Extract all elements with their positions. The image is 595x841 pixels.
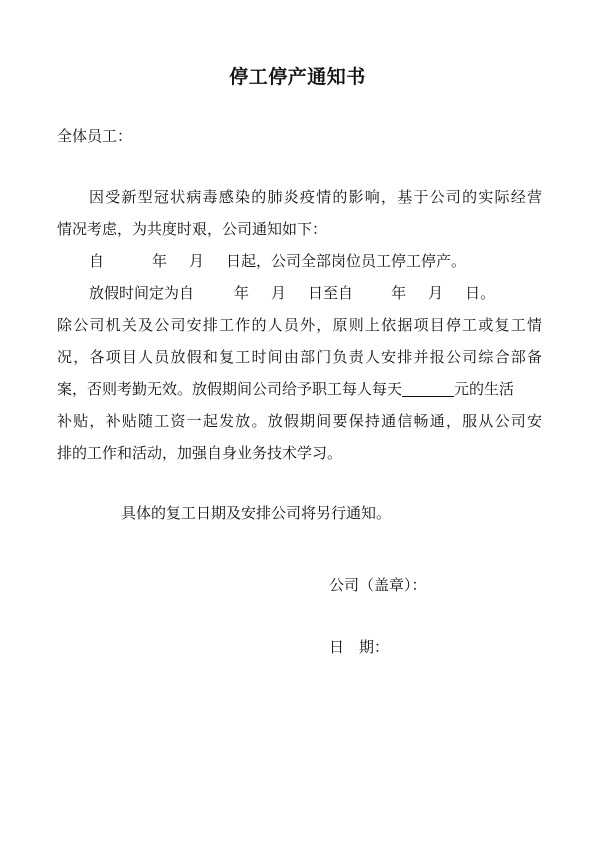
holiday-end-year-label: 年	[391, 284, 407, 302]
holiday-start-month-label: 月	[271, 284, 287, 302]
resumption-notice: 具体的复工日期及安排公司将另行通知。	[121, 504, 392, 522]
holiday-period-line	[89, 283, 574, 303]
paragraph-2-line-2: 除公司机关及公司安排工作的人员外，原则上依据项目停工或复工情	[57, 316, 542, 334]
holiday-mid-text: 日至自	[308, 284, 354, 302]
start-date-suffix: 日起，公司全部岗位员工停工停产。	[226, 252, 467, 270]
start-date-year-label: 年	[152, 252, 168, 270]
paragraph-2-line-5: 补贴，补贴随工资一起发放。放假期间要保持通信畅通，服从公司安	[57, 412, 542, 430]
paragraph-2-line-6: 排的工作和活动，加强自身业务技术学习。	[57, 444, 343, 462]
holiday-end-day-label: 日。	[465, 284, 496, 302]
holiday-end-month-label: 月	[428, 284, 444, 302]
date-label: 日 期：	[329, 638, 390, 656]
holiday-start-year-label: 年	[234, 284, 250, 302]
subsidy-text-before: 案，否则考勤无效。放假期间公司给予职工每人每天	[57, 380, 403, 398]
start-date-prefix: 自	[89, 252, 105, 270]
holiday-period-prefix: 放假时间定为自	[89, 284, 195, 302]
salutation: 全体员工：	[57, 127, 133, 145]
document-title: 停工停产通知书	[229, 66, 366, 88]
start-date-line	[89, 251, 574, 271]
paragraph-2-line-3: 况，各项目人员放假和复工时间由部门负责人安排并报公司综合部备	[57, 348, 542, 366]
paragraph-2-line-4	[57, 379, 542, 399]
paragraph-1-line-2: 情况考虑，为共度时艰，公司通知如下：	[57, 220, 328, 238]
paragraph-1-line-1: 因受新型冠状病毒感染的肺炎疫情的影响，基于公司的实际经营	[89, 188, 542, 206]
subsidy-text-after: 元的生活	[454, 380, 515, 398]
start-date-month-label: 月	[189, 252, 205, 270]
subsidy-amount-blank	[402, 382, 454, 397]
company-seal-label: 公司（盖章）：	[329, 576, 427, 594]
